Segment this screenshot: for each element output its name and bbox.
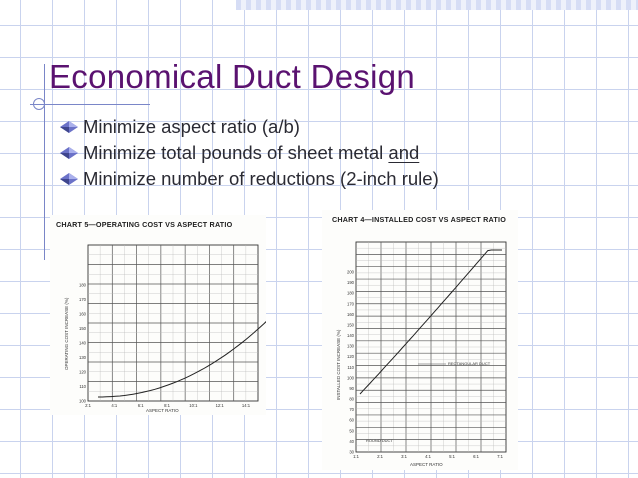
x-tick-label: 6:1 <box>137 403 144 408</box>
chart-grid <box>88 245 258 401</box>
rectangular-duct-annotation: RECTANGULAR DUCT <box>448 361 491 366</box>
y-tick-label: 200 <box>347 269 354 275</box>
y-tick-label: 120 <box>347 354 354 360</box>
y-tick-label: 160 <box>347 311 354 317</box>
y-tick-label: 60 <box>349 417 354 423</box>
x-tick-label: 14:1 <box>241 403 251 408</box>
y-tick-labels <box>79 283 87 404</box>
y-axis-label: INSTALLED COST INCREASE (%) <box>336 329 341 400</box>
y-tick-label: 180 <box>347 290 354 296</box>
x-tick-label: 7:1 <box>497 454 503 459</box>
y-tick-label: 80 <box>349 396 354 402</box>
bullet-text: Minimize aspect ratio (a/b) <box>83 116 300 137</box>
y-tick-label: 170 <box>347 301 354 307</box>
y-tick-label: 180 <box>79 282 86 288</box>
diamond-bullet-icon <box>58 120 80 134</box>
y-tick-label: 30 <box>349 449 354 455</box>
operating-cost-chart <box>50 215 266 415</box>
corner-band <box>236 0 638 10</box>
y-tick-label: 130 <box>79 355 86 360</box>
y-tick-label: 120 <box>79 369 86 375</box>
operating-chart-svg <box>50 215 266 415</box>
chart-title: CHART 4—INSTALLED COST VS ASPECT RATIO <box>332 215 506 224</box>
bullet-text <box>83 142 419 164</box>
y-tick-label: 50 <box>349 428 354 434</box>
x-tick-label: 3:1 <box>401 454 407 459</box>
operating-cost-curve <box>98 315 266 397</box>
bullet-list <box>58 114 439 192</box>
y-tick-label: 40 <box>349 438 354 444</box>
y-axis-label: OPERATING COST INCREASE (%) <box>64 297 69 370</box>
title-rule <box>30 104 150 105</box>
x-tick-label: 12:1 <box>215 403 224 408</box>
x-tick-label: 10:1 <box>189 403 198 408</box>
y-tick-label: 140 <box>79 340 86 346</box>
title-ring <box>33 98 45 110</box>
y-tick-label: 130 <box>347 343 354 349</box>
y-tick-labels <box>347 270 355 455</box>
title-vertical-rule <box>44 64 45 260</box>
installed-cost-chart <box>322 210 518 470</box>
x-tick-label: 4:1 <box>425 454 431 459</box>
y-tick-label: 150 <box>79 326 86 331</box>
bullet-text: Minimize number of reductions (2-inch rule) <box>83 168 439 189</box>
installed-chart-svg <box>322 210 518 470</box>
x-tick-label: 8:1 <box>164 403 170 408</box>
x-tick-label: 5:1 <box>449 454 455 459</box>
bullet-underlined-word: and <box>388 142 420 163</box>
x-tick-label: 1:1 <box>353 454 359 459</box>
y-tick-label: 110 <box>79 384 86 389</box>
x-tick-label: 6:1 <box>473 454 479 459</box>
bullet-item <box>58 114 439 140</box>
y-tick-label: 100 <box>79 398 86 404</box>
bullet-item <box>58 166 439 192</box>
slide-title: Economical Duct Design <box>49 58 416 95</box>
y-tick-label: 170 <box>79 297 86 302</box>
chart-title: CHART 5—OPERATING COST VS ASPECT RATIO <box>56 220 233 229</box>
x-axis-label: ASPECT RATIO <box>410 462 443 467</box>
y-tick-label: 70 <box>349 407 354 413</box>
y-tick-label: 110 <box>347 364 354 370</box>
y-tick-label: 150 <box>347 322 354 328</box>
y-tick-label: 190 <box>347 280 354 286</box>
x-tick-label: 4:1 <box>111 403 118 408</box>
x-axis-label: ASPECT RATIO <box>146 408 179 413</box>
y-tick-label: 90 <box>349 385 354 391</box>
bullet-text-main: Minimize total pounds of sheet metal <box>83 142 389 163</box>
x-tick-labels <box>353 454 503 459</box>
diamond-bullet-icon <box>58 172 80 186</box>
y-tick-label: 100 <box>347 375 354 381</box>
diamond-bullet-icon <box>58 146 80 160</box>
chart-grid <box>356 242 506 452</box>
round-duct-annotation: ROUND DUCT <box>366 438 393 443</box>
x-tick-label: 2:1 <box>85 403 91 408</box>
bullet-item <box>58 140 439 166</box>
y-tick-label: 160 <box>79 311 86 317</box>
x-tick-label: 2:1 <box>377 454 383 459</box>
y-tick-label: 140 <box>347 333 354 339</box>
